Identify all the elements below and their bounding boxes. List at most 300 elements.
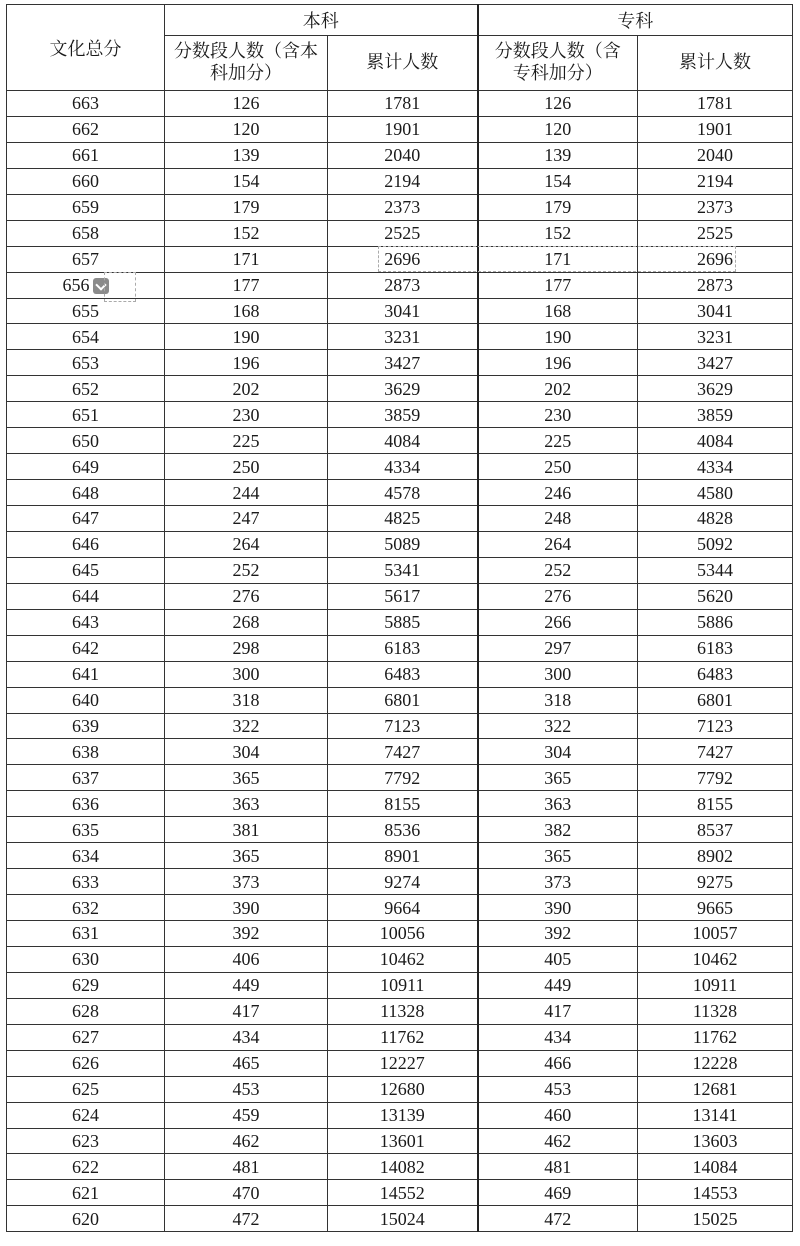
ben-count-cell bbox=[165, 1024, 328, 1050]
ben-cumulative-cell-value: 10056 bbox=[379, 923, 425, 944]
score-cell-value: 638 bbox=[72, 741, 99, 762]
zhuan-cumulative-cell bbox=[638, 557, 793, 583]
zhuan-count-cell bbox=[478, 194, 638, 220]
ben-count-cell bbox=[165, 1076, 328, 1102]
header-group-junior-college: 专科 bbox=[478, 5, 793, 36]
ben-cumulative-cell bbox=[328, 220, 478, 246]
ben-cumulative-cell bbox=[328, 376, 478, 402]
ben-count-cell-value: 202 bbox=[232, 378, 260, 399]
zhuan-cumulative-cell-value: 8155 bbox=[697, 793, 733, 814]
zhuan-cumulative-cell bbox=[638, 376, 793, 402]
zhuan-count-cell-value: 248 bbox=[544, 508, 572, 529]
zhuan-count-cell-value: 230 bbox=[544, 404, 572, 425]
table-row bbox=[7, 1180, 793, 1206]
zhuan-count-cell bbox=[478, 557, 638, 583]
zhuan-count-cell bbox=[478, 220, 638, 246]
ben-count-cell bbox=[165, 687, 328, 713]
zhuan-count-cell-value: 472 bbox=[544, 1208, 572, 1229]
zhuan-count-cell-value: 168 bbox=[544, 300, 572, 321]
zhuan-count-cell bbox=[478, 1180, 638, 1206]
table-row bbox=[7, 869, 793, 895]
ben-count-cell bbox=[165, 272, 328, 298]
ben-count-cell bbox=[165, 1050, 328, 1076]
zhuan-count-cell-value: 392 bbox=[544, 923, 572, 944]
score-cell bbox=[7, 1206, 165, 1232]
ben-count-cell-value: 390 bbox=[232, 897, 260, 918]
score-cell bbox=[7, 1128, 165, 1154]
zhuan-cumulative-cell-value: 2525 bbox=[697, 223, 733, 244]
ben-count-cell-value: 276 bbox=[232, 586, 260, 607]
score-cell bbox=[7, 817, 165, 843]
zhuan-count-cell-value: 179 bbox=[544, 197, 572, 218]
table-body bbox=[7, 91, 793, 1232]
table-row bbox=[7, 921, 793, 947]
table-row bbox=[7, 220, 793, 246]
table-row bbox=[7, 1050, 793, 1076]
ben-cumulative-cell bbox=[328, 324, 478, 350]
zhuan-count-cell bbox=[478, 91, 638, 117]
zhuan-cumulative-cell-value: 11762 bbox=[692, 1027, 738, 1048]
table-row bbox=[7, 687, 793, 713]
score-cell bbox=[7, 765, 165, 791]
zhuan-count-cell-value: 417 bbox=[544, 1001, 572, 1022]
ben-cumulative-cell-value: 9664 bbox=[384, 897, 421, 918]
ben-count-cell bbox=[165, 194, 328, 220]
zhuan-count-cell-value: 297 bbox=[544, 638, 572, 659]
ben-count-cell bbox=[165, 168, 328, 194]
score-cell bbox=[7, 350, 165, 376]
ben-count-cell-value: 120 bbox=[232, 119, 260, 140]
zhuan-cumulative-cell bbox=[638, 817, 793, 843]
ben-cumulative-cell-value: 7792 bbox=[384, 767, 421, 788]
score-cell-value: 634 bbox=[72, 845, 99, 866]
ben-cumulative-cell-value: 10911 bbox=[380, 975, 425, 996]
zhuan-cumulative-cell bbox=[638, 142, 793, 168]
ben-count-cell bbox=[165, 220, 328, 246]
zhuan-cumulative-cell-value: 2194 bbox=[697, 171, 733, 192]
zhuan-count-cell-value: 469 bbox=[544, 1182, 572, 1203]
score-cell-value: 662 bbox=[72, 119, 99, 140]
ben-cumulative-cell bbox=[328, 428, 478, 454]
zhuan-cumulative-cell-value: 6183 bbox=[697, 638, 733, 659]
ben-cumulative-cell-value: 2873 bbox=[384, 275, 421, 296]
ben-cumulative-cell-value: 5341 bbox=[384, 560, 421, 581]
zhuan-cumulative-cell-value: 7792 bbox=[697, 767, 733, 788]
score-cell bbox=[7, 480, 165, 506]
ben-cumulative-cell bbox=[328, 298, 478, 324]
score-cell bbox=[7, 843, 165, 869]
ben-cumulative-cell-value: 3231 bbox=[384, 326, 421, 347]
score-cell-value: 639 bbox=[72, 715, 99, 736]
zhuan-cumulative-cell-value: 6801 bbox=[697, 690, 733, 711]
zhuan-cumulative-cell bbox=[638, 428, 793, 454]
ben-cumulative-cell-value: 1781 bbox=[384, 93, 421, 114]
ben-cumulative-cell bbox=[328, 402, 478, 428]
ben-cumulative-cell bbox=[328, 687, 478, 713]
ben-count-cell bbox=[165, 376, 328, 402]
table-row bbox=[7, 350, 793, 376]
zhuan-cumulative-cell-value: 2373 bbox=[697, 197, 733, 218]
ben-count-cell bbox=[165, 91, 328, 117]
score-cell bbox=[7, 895, 165, 921]
zhuan-cumulative-cell bbox=[638, 869, 793, 895]
table-row bbox=[7, 946, 793, 972]
score-cell bbox=[7, 91, 165, 117]
table-row bbox=[7, 168, 793, 194]
zhuan-count-cell bbox=[478, 1128, 638, 1154]
zhuan-count-cell-value: 139 bbox=[544, 145, 572, 166]
zhuan-cumulative-cell bbox=[638, 402, 793, 428]
score-cell-value: 641 bbox=[72, 664, 99, 685]
zhuan-count-cell-value: 373 bbox=[544, 871, 572, 892]
zhuan-count-cell bbox=[478, 298, 638, 324]
ben-cumulative-cell-value: 13601 bbox=[379, 1130, 425, 1151]
score-cell-value: 660 bbox=[72, 171, 99, 192]
ben-cumulative-cell bbox=[328, 1154, 478, 1180]
zhuan-cumulative-cell bbox=[638, 116, 793, 142]
table-row bbox=[7, 480, 793, 506]
ben-count-cell-value: 381 bbox=[232, 819, 260, 840]
ben-cumulative-cell bbox=[328, 843, 478, 869]
zhuan-count-cell bbox=[478, 1154, 638, 1180]
score-cell bbox=[7, 1076, 165, 1102]
score-cell-value: 652 bbox=[72, 378, 99, 399]
header-ben-segment-count: 分数段人数（含本科加分） bbox=[165, 36, 328, 91]
ben-cumulative-cell-value: 10462 bbox=[379, 949, 425, 970]
zhuan-cumulative-cell-value: 9665 bbox=[697, 897, 733, 918]
score-cell-value: 621 bbox=[72, 1182, 99, 1203]
ben-count-cell bbox=[165, 843, 328, 869]
ben-count-cell-value: 196 bbox=[232, 352, 260, 373]
zhuan-count-cell-value: 250 bbox=[544, 456, 572, 477]
ben-cumulative-cell-value: 2373 bbox=[384, 197, 421, 218]
score-cell-value: 647 bbox=[72, 508, 99, 529]
ben-cumulative-cell-value: 11762 bbox=[380, 1027, 425, 1048]
ben-count-cell bbox=[165, 765, 328, 791]
score-cell bbox=[7, 220, 165, 246]
ben-cumulative-cell-value: 2194 bbox=[384, 171, 421, 192]
score-cell bbox=[7, 661, 165, 687]
score-cell-value: 651 bbox=[72, 404, 99, 425]
score-cell bbox=[7, 1154, 165, 1180]
zhuan-count-cell-value: 266 bbox=[544, 612, 572, 633]
zhuan-cumulative-cell-value: 6483 bbox=[697, 664, 733, 685]
zhuan-count-cell bbox=[478, 921, 638, 947]
ben-cumulative-cell bbox=[328, 972, 478, 998]
score-cell bbox=[7, 402, 165, 428]
zhuan-cumulative-cell bbox=[638, 194, 793, 220]
ben-cumulative-cell-value: 8536 bbox=[384, 819, 421, 840]
zhuan-cumulative-cell-value: 10057 bbox=[692, 923, 738, 944]
zhuan-count-cell bbox=[478, 687, 638, 713]
ben-count-cell-value: 179 bbox=[232, 197, 260, 218]
zhuan-count-cell-value: 365 bbox=[544, 845, 572, 866]
score-cell-value: 633 bbox=[72, 871, 99, 892]
ben-cumulative-cell bbox=[328, 739, 478, 765]
score-cell bbox=[7, 583, 165, 609]
ben-cumulative-cell-value: 8901 bbox=[384, 845, 421, 866]
table-row bbox=[7, 142, 793, 168]
zhuan-cumulative-cell-value: 12681 bbox=[692, 1079, 738, 1100]
table-row bbox=[7, 506, 793, 532]
zhuan-count-cell bbox=[478, 791, 638, 817]
table-row bbox=[7, 817, 793, 843]
ben-cumulative-cell bbox=[328, 791, 478, 817]
zhuan-count-cell bbox=[478, 402, 638, 428]
score-cell-value: 650 bbox=[72, 430, 99, 451]
ben-cumulative-cell bbox=[328, 1128, 478, 1154]
zhuan-count-cell-value: 481 bbox=[544, 1156, 572, 1177]
score-cell-value: 646 bbox=[72, 534, 99, 555]
ben-count-cell bbox=[165, 972, 328, 998]
score-cell-value: 663 bbox=[72, 93, 99, 114]
zhuan-count-cell bbox=[478, 454, 638, 480]
ben-cumulative-cell-value: 2525 bbox=[384, 223, 421, 244]
ben-count-cell-value: 363 bbox=[232, 793, 260, 814]
score-cell-value: 630 bbox=[72, 949, 99, 970]
ben-cumulative-cell-value: 15024 bbox=[379, 1208, 425, 1229]
ben-cumulative-cell bbox=[328, 895, 478, 921]
zhuan-count-cell bbox=[478, 506, 638, 532]
table-row bbox=[7, 739, 793, 765]
zhuan-count-cell bbox=[478, 272, 638, 298]
zhuan-cumulative-cell-value: 5620 bbox=[697, 586, 733, 607]
score-cell-value: 645 bbox=[72, 560, 99, 581]
score-cell bbox=[7, 739, 165, 765]
zhuan-count-cell bbox=[478, 168, 638, 194]
table-row bbox=[7, 609, 793, 635]
score-cell bbox=[7, 946, 165, 972]
zhuan-count-cell-value: 154 bbox=[544, 171, 572, 192]
score-cell bbox=[7, 635, 165, 661]
ben-cumulative-cell-value: 2040 bbox=[384, 145, 421, 166]
zhuan-count-cell-value: 202 bbox=[544, 378, 572, 399]
zhuan-count-cell-value: 252 bbox=[544, 560, 572, 581]
zhuan-count-cell-value: 225 bbox=[544, 430, 572, 451]
score-cell bbox=[7, 142, 165, 168]
ben-count-cell bbox=[165, 998, 328, 1024]
zhuan-cumulative-cell-value: 4828 bbox=[697, 508, 733, 529]
zhuan-count-cell bbox=[478, 246, 638, 272]
zhuan-cumulative-cell-value: 8537 bbox=[697, 819, 733, 840]
header-zhuan-cumulative: 累计人数 bbox=[638, 36, 793, 91]
zhuan-count-cell-value: 276 bbox=[544, 586, 572, 607]
ben-count-cell bbox=[165, 1206, 328, 1232]
header-ben-cumulative: 累计人数 bbox=[328, 36, 478, 91]
ben-cumulative-cell bbox=[328, 272, 478, 298]
zhuan-count-cell bbox=[478, 609, 638, 635]
score-cell bbox=[7, 1180, 165, 1206]
zhuan-cumulative-cell-value: 4084 bbox=[697, 430, 733, 451]
zhuan-count-cell-value: 453 bbox=[544, 1079, 572, 1100]
ben-count-cell bbox=[165, 324, 328, 350]
ben-count-cell-value: 304 bbox=[232, 741, 260, 762]
ben-cumulative-cell bbox=[328, 661, 478, 687]
zhuan-count-cell bbox=[478, 531, 638, 557]
ben-cumulative-cell-value: 12227 bbox=[379, 1053, 425, 1074]
ben-cumulative-cell-value: 14552 bbox=[379, 1182, 425, 1203]
zhuan-count-cell bbox=[478, 895, 638, 921]
zhuan-count-cell-value: 246 bbox=[544, 482, 572, 503]
table-row bbox=[7, 324, 793, 350]
zhuan-cumulative-cell bbox=[638, 972, 793, 998]
zhuan-count-cell-value: 196 bbox=[544, 352, 572, 373]
zhuan-cumulative-cell-value: 8902 bbox=[697, 845, 733, 866]
table-row bbox=[7, 454, 793, 480]
score-cell bbox=[7, 713, 165, 739]
table-row bbox=[7, 1206, 793, 1232]
ben-cumulative-cell bbox=[328, 531, 478, 557]
zhuan-count-cell bbox=[478, 583, 638, 609]
ben-cumulative-cell-value: 5089 bbox=[384, 534, 421, 555]
zhuan-count-cell-value: 264 bbox=[544, 534, 572, 555]
ben-cumulative-cell-value: 14082 bbox=[379, 1156, 425, 1177]
zhuan-cumulative-cell-value: 4334 bbox=[697, 456, 733, 477]
ben-count-cell-value: 434 bbox=[232, 1027, 260, 1048]
zhuan-cumulative-cell-value: 5092 bbox=[697, 534, 733, 555]
zhuan-cumulative-cell-value: 4580 bbox=[697, 482, 733, 503]
zhuan-cumulative-cell bbox=[638, 324, 793, 350]
ben-cumulative-cell bbox=[328, 1024, 478, 1050]
ben-count-cell-value: 264 bbox=[232, 534, 260, 555]
ben-count-cell-value: 152 bbox=[232, 223, 260, 244]
ben-count-cell bbox=[165, 635, 328, 661]
score-cell bbox=[7, 687, 165, 713]
zhuan-cumulative-cell bbox=[638, 583, 793, 609]
ben-count-cell-value: 177 bbox=[232, 275, 260, 296]
table-row bbox=[7, 91, 793, 117]
ben-cumulative-cell bbox=[328, 506, 478, 532]
zhuan-count-cell-value: 466 bbox=[544, 1053, 572, 1074]
ben-count-cell bbox=[165, 531, 328, 557]
ben-count-cell bbox=[165, 869, 328, 895]
ben-cumulative-cell-value: 6801 bbox=[384, 690, 421, 711]
zhuan-cumulative-cell bbox=[638, 350, 793, 376]
zhuan-count-cell bbox=[478, 817, 638, 843]
ben-cumulative-cell bbox=[328, 91, 478, 117]
zhuan-count-cell-value: 405 bbox=[544, 949, 572, 970]
zhuan-cumulative-cell-value: 2696 bbox=[697, 249, 733, 270]
score-cell-value: 640 bbox=[72, 690, 99, 711]
zhuan-count-cell bbox=[478, 480, 638, 506]
ben-cumulative-cell-value: 2696 bbox=[384, 249, 421, 270]
score-cell-value: 629 bbox=[72, 975, 99, 996]
score-distribution-table bbox=[6, 4, 793, 1232]
score-cell bbox=[7, 1050, 165, 1076]
ben-cumulative-cell bbox=[328, 765, 478, 791]
zhuan-count-cell-value: 382 bbox=[544, 819, 572, 840]
ben-count-cell-value: 449 bbox=[232, 975, 260, 996]
table-row bbox=[7, 635, 793, 661]
score-cell-value: 643 bbox=[72, 612, 99, 633]
ben-count-cell-value: 268 bbox=[232, 612, 260, 633]
table-row bbox=[7, 1128, 793, 1154]
zhuan-count-cell-value: 462 bbox=[544, 1130, 572, 1151]
score-cell-value: 648 bbox=[72, 482, 99, 503]
score-cell bbox=[7, 194, 165, 220]
score-table-container bbox=[6, 4, 792, 1232]
ben-cumulative-cell bbox=[328, 116, 478, 142]
ben-cumulative-cell bbox=[328, 350, 478, 376]
ben-count-cell-value: 300 bbox=[232, 664, 260, 685]
ben-cumulative-cell-value: 9274 bbox=[384, 871, 421, 892]
table-row bbox=[7, 713, 793, 739]
zhuan-count-cell bbox=[478, 869, 638, 895]
chevron-down-icon[interactable] bbox=[93, 278, 109, 294]
score-cell bbox=[7, 246, 165, 272]
zhuan-cumulative-cell-value: 12228 bbox=[692, 1053, 738, 1074]
zhuan-cumulative-cell-value: 1781 bbox=[697, 93, 733, 114]
ben-cumulative-cell bbox=[328, 168, 478, 194]
table-row bbox=[7, 1076, 793, 1102]
ben-cumulative-cell-value: 11328 bbox=[380, 1001, 425, 1022]
ben-cumulative-cell-value: 12680 bbox=[379, 1079, 425, 1100]
ben-count-cell bbox=[165, 583, 328, 609]
zhuan-cumulative-cell bbox=[638, 91, 793, 117]
zhuan-cumulative-cell bbox=[638, 998, 793, 1024]
ben-count-cell-value: 470 bbox=[232, 1182, 260, 1203]
ben-cumulative-cell-value: 3859 bbox=[384, 404, 421, 425]
zhuan-count-cell-value: 390 bbox=[544, 897, 572, 918]
score-cell bbox=[7, 557, 165, 583]
score-cell bbox=[7, 116, 165, 142]
table-row bbox=[7, 1024, 793, 1050]
score-cell bbox=[7, 609, 165, 635]
score-cell bbox=[7, 998, 165, 1024]
ben-count-cell bbox=[165, 428, 328, 454]
score-cell-value: 625 bbox=[72, 1079, 99, 1100]
table-row bbox=[7, 402, 793, 428]
score-cell-value: 658 bbox=[72, 223, 99, 244]
zhuan-cumulative-cell-value: 2040 bbox=[697, 145, 733, 166]
score-cell bbox=[7, 791, 165, 817]
zhuan-cumulative-cell-value: 10911 bbox=[692, 975, 738, 996]
ben-cumulative-cell bbox=[328, 609, 478, 635]
ben-count-cell bbox=[165, 1180, 328, 1206]
ben-cumulative-cell-value: 3041 bbox=[384, 300, 421, 321]
score-cell-value: 649 bbox=[72, 456, 99, 477]
zhuan-cumulative-cell bbox=[638, 609, 793, 635]
zhuan-count-cell-value: 363 bbox=[544, 793, 572, 814]
score-cell bbox=[7, 869, 165, 895]
zhuan-count-cell bbox=[478, 843, 638, 869]
score-cell-value: 623 bbox=[72, 1130, 99, 1151]
score-cell bbox=[7, 324, 165, 350]
table-row bbox=[7, 583, 793, 609]
zhuan-cumulative-cell-value: 14084 bbox=[692, 1156, 738, 1177]
ben-count-cell bbox=[165, 946, 328, 972]
zhuan-count-cell-value: 177 bbox=[544, 275, 572, 296]
ben-cumulative-cell bbox=[328, 1076, 478, 1102]
ben-count-cell bbox=[165, 454, 328, 480]
score-cell-value: 628 bbox=[72, 1001, 99, 1022]
zhuan-cumulative-cell bbox=[638, 1206, 793, 1232]
zhuan-cumulative-cell-value: 13141 bbox=[692, 1105, 738, 1126]
ben-cumulative-cell-value: 6183 bbox=[384, 638, 421, 659]
zhuan-cumulative-cell bbox=[638, 765, 793, 791]
zhuan-count-cell bbox=[478, 350, 638, 376]
ben-count-cell-value: 225 bbox=[232, 430, 260, 451]
ben-cumulative-cell bbox=[328, 557, 478, 583]
zhuan-count-cell bbox=[478, 1076, 638, 1102]
zhuan-cumulative-cell bbox=[638, 791, 793, 817]
table-row bbox=[7, 116, 793, 142]
score-cell-value: 655 bbox=[72, 300, 99, 321]
zhuan-count-cell-value: 300 bbox=[544, 664, 572, 685]
score-cell bbox=[7, 1102, 165, 1128]
ben-cumulative-cell bbox=[328, 246, 478, 272]
ben-cumulative-cell-value: 4334 bbox=[384, 456, 421, 477]
